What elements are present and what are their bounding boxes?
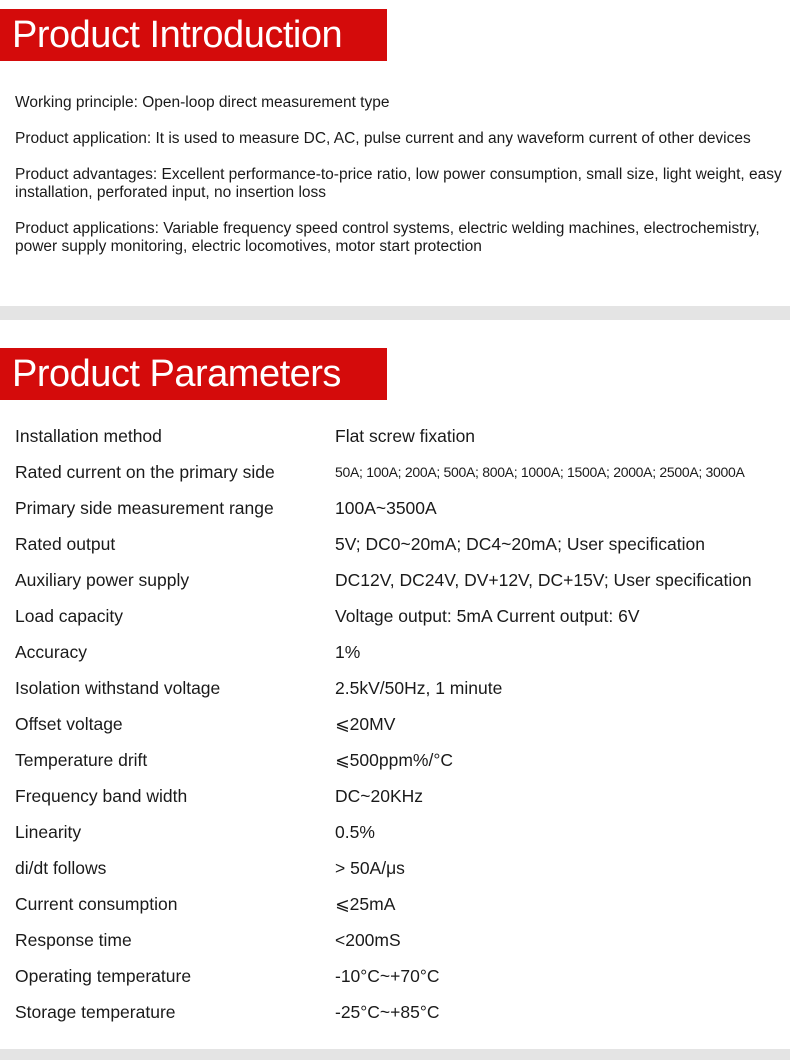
section-divider <box>0 1049 790 1060</box>
param-label: Current consumption <box>15 894 178 914</box>
section-divider <box>0 306 790 320</box>
param-label: Offset voltage <box>15 714 123 734</box>
param-value: ⩽25mA <box>335 894 396 914</box>
intro-line: Product application: It is used to measure DC, AC, pulse current and any waveform current of other devices <box>15 130 751 147</box>
product-introduction-heading: Product Introduction <box>0 9 387 61</box>
param-row <box>15 496 785 520</box>
param-label: Accuracy <box>15 642 87 662</box>
param-label: Load capacity <box>15 606 123 626</box>
intro-line: Working principle: Open-loop direct measurement type <box>15 94 390 111</box>
param-row <box>15 676 785 700</box>
intro-product-applications <box>15 220 787 256</box>
param-row <box>15 820 785 844</box>
param-row <box>15 532 785 556</box>
param-value: > 50A/μs <box>335 858 405 878</box>
param-row <box>15 640 785 664</box>
param-label: Temperature drift <box>15 750 148 770</box>
param-row <box>15 856 785 880</box>
param-value: -10°C~+70°C <box>335 966 440 986</box>
param-value: 0.5% <box>335 822 375 842</box>
param-value: <200mS <box>335 930 401 950</box>
param-label: Primary side measurement range <box>15 498 274 518</box>
param-value: Flat screw fixation <box>335 426 476 446</box>
param-row <box>15 424 785 448</box>
param-label: Response time <box>15 930 132 950</box>
param-label: Storage temperature <box>15 1002 176 1022</box>
intro-line: Product advantages: Excellent performance-to-price ratio, low power consumption, small size, light weight, easy installation, perforated input, no insertion loss <box>15 166 782 201</box>
product-parameters-heading: Product Parameters <box>0 348 387 400</box>
param-label: Isolation withstand voltage <box>15 678 221 698</box>
param-value: 2.5kV/50Hz, 1 minute <box>335 678 503 698</box>
intro-product-application <box>15 130 787 148</box>
param-value: 1% <box>335 642 361 662</box>
param-label: Auxiliary power supply <box>15 570 190 590</box>
param-row <box>15 604 785 628</box>
param-label: Frequency band width <box>15 786 188 806</box>
param-value: ⩽20MV <box>335 714 396 734</box>
param-row <box>15 892 785 916</box>
intro-working-principle <box>15 94 787 112</box>
param-value: Voltage output: 5mA Current output: 6V <box>335 606 640 626</box>
param-label: Linearity <box>15 822 82 842</box>
intro-product-advantages <box>15 166 787 202</box>
param-label: di/dt follows <box>15 858 107 878</box>
param-row <box>15 964 785 988</box>
param-row <box>15 784 785 808</box>
param-value: 100A~3500A <box>335 498 437 518</box>
param-value: 50A; 100A; 200A; 500A; 800A; 1000A; 1500A; 2000A; 2500A; 3000A <box>335 464 745 480</box>
param-value: DC~20KHz <box>335 786 424 806</box>
param-value: DC12V, DC24V, DV+12V, DC+15V; User specification <box>335 570 752 590</box>
param-label: Rated output <box>15 534 116 554</box>
param-label: Rated current on the primary side <box>15 462 275 482</box>
param-row <box>15 928 785 952</box>
param-row <box>15 1000 785 1024</box>
param-value: -25°C~+85°C <box>335 1002 440 1022</box>
param-value: ⩽500ppm%/°C <box>335 750 453 770</box>
param-row <box>15 568 785 592</box>
intro-line: Product applications: Variable frequency speed control systems, electric welding machines, electrochemistry, power supply monitoring, electric locomotives, motor start protection <box>15 220 760 255</box>
param-value: 5V; DC0~20mA; DC4~20mA; User specification <box>335 534 705 554</box>
param-row <box>15 460 785 484</box>
param-label: Installation method <box>15 426 162 446</box>
param-label: Operating temperature <box>15 966 192 986</box>
param-row <box>15 712 785 736</box>
param-row <box>15 748 785 772</box>
